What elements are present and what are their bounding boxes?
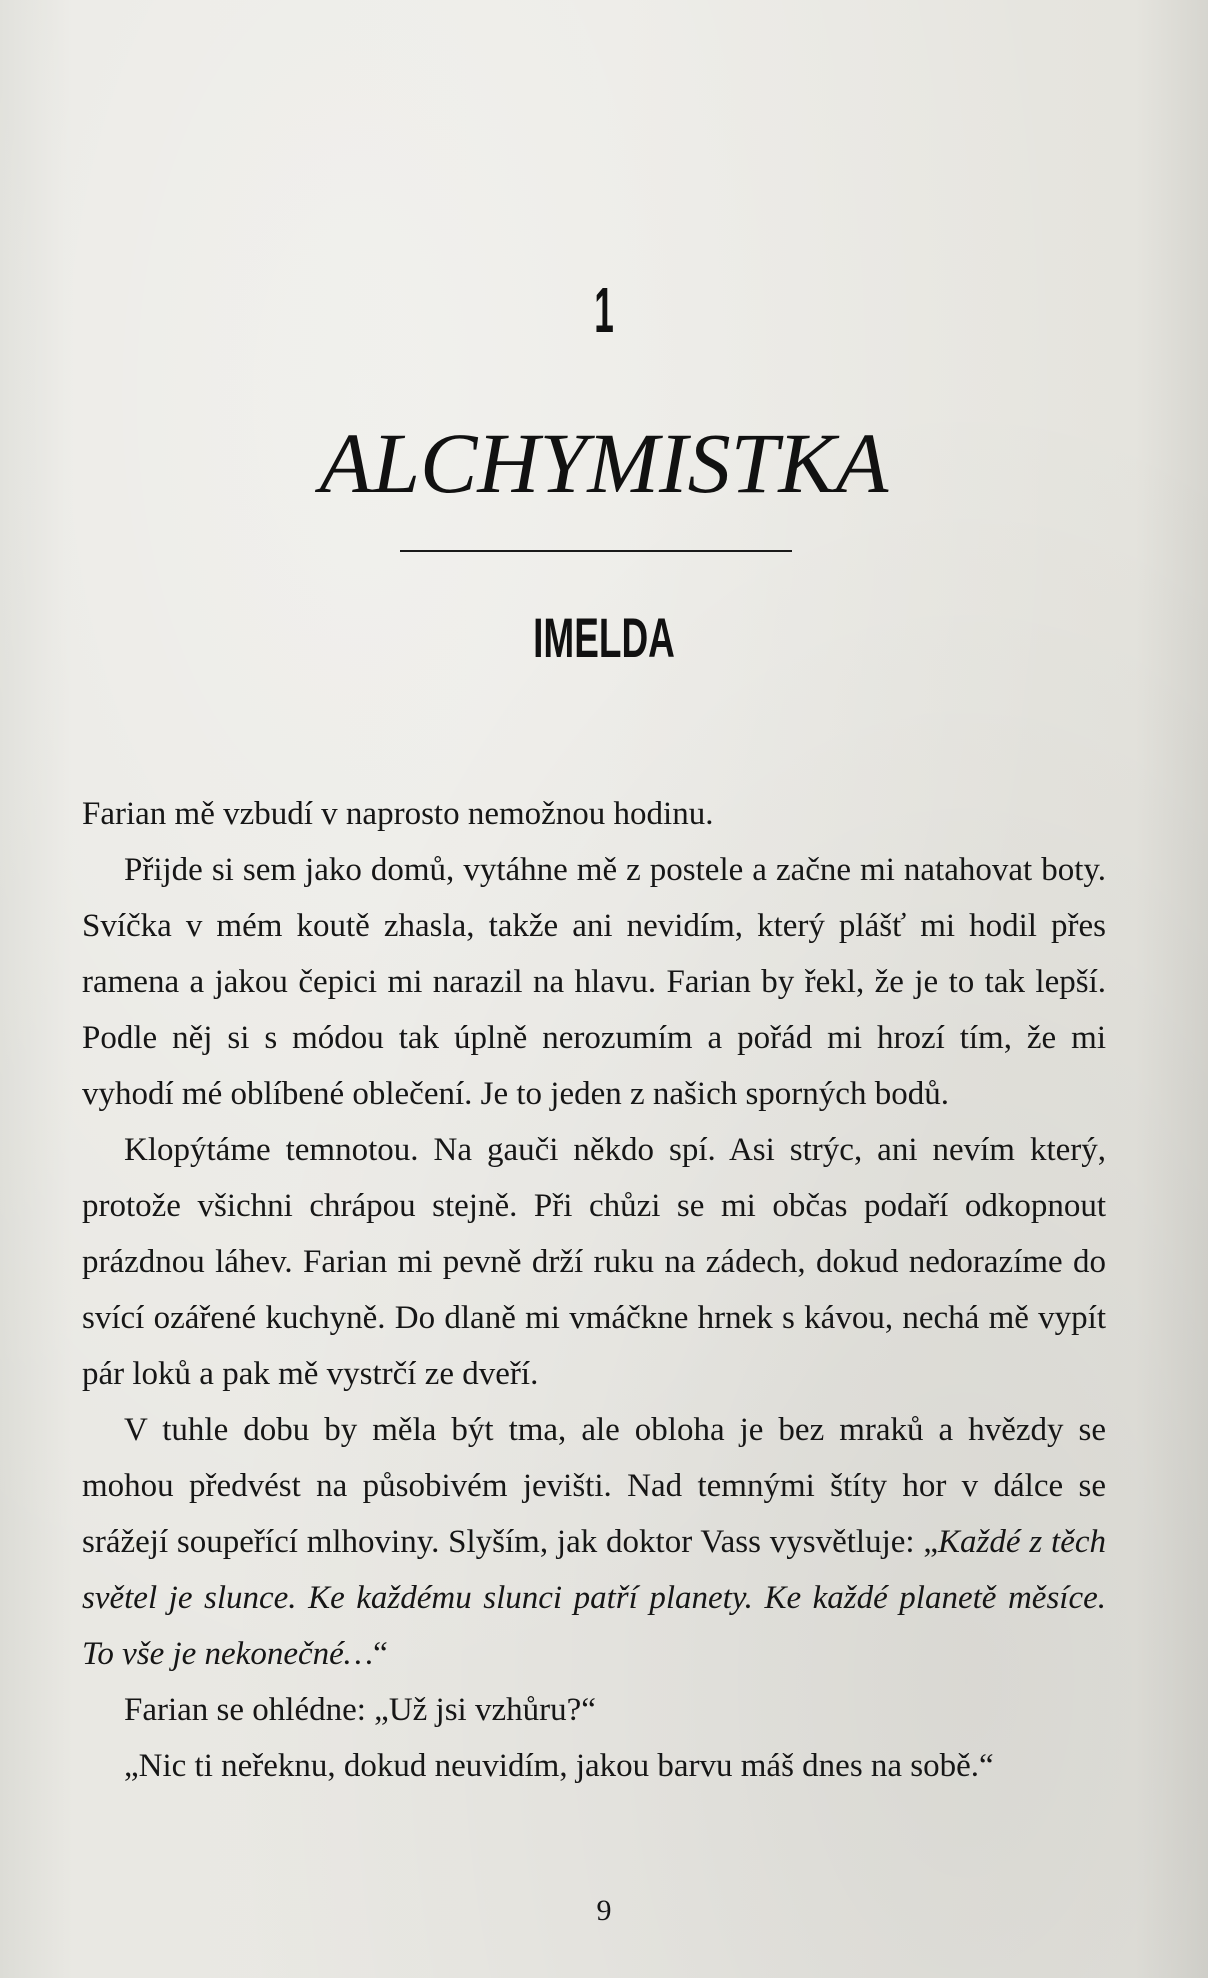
paragraph-text: Přijde si sem jako domů, vytáhne mě z postele a začne mi natahovat boty. Svíčka v mém koutě zhasla, takže ani nevidím, který plášť mi hodil přes ramena a jakou čepici mi narazil na hlavu. Farian by řekl, že je to tak lepší. Podle něj si s módou tak úplně nerozumím a pořád mi hrozí tím, že mi vyhodí mé oblíbené oblečení. Je to jeden z našich sporných bodů. [82, 852, 1106, 1112]
chapter-number: 1 [594, 274, 614, 346]
paragraph [82, 1682, 1106, 1738]
page-number: 9 [596, 1894, 612, 1927]
paragraph [82, 1122, 1106, 1402]
paragraph [82, 842, 1106, 1122]
paragraph [82, 786, 1106, 842]
paragraph-text: Farian se ohlédne: „Už jsi vzhůru?“ [124, 1692, 596, 1728]
body-text [82, 786, 1106, 1794]
chapter-title: ALCHYMISTKA [319, 415, 889, 511]
paragraph-text: Klopýtáme temnotou. Na gauči někdo spí. Asi strýc, ani nevím který, protože všichni chrápou stejně. Při chůzi se mi občas podaří odkopnout prázdnou láhev. Farian mi pevně drží ruku na zádech, dokud nedorazíme do svící ozářené kuchyně. Do dlaně mi vmáčkne hrnek s kávou, nechá mě vypít pár loků a pak mě vystrčí ze dveří. [82, 1132, 1106, 1392]
paragraph [82, 1402, 1106, 1682]
paragraph-text: Farian mě vzbudí v naprosto nemožnou hodinu. [82, 796, 714, 832]
paragraph-text: V tuhle dobu by měla být tma, ale obloha je bez mraků a hvězdy se mohou předvést na působivém jevišti. Nad temnými štíty hor v dálce se srážejí soupeřící mlhoviny. Slyším, jak doktor Vass vysvětluje: „ [82, 1412, 1106, 1560]
paragraph-text: „Nic ti neřeknu, dokud neuvidím, jakou barvu máš dnes na sobě.“ [124, 1748, 994, 1784]
italic-quote: Každé z těch světel je slunce. Ke každému slunci patří planety. Ke každé planetě měsíce. To vše je nekonečné… [82, 1524, 1106, 1672]
section-heading: IMELDA [533, 606, 675, 669]
paragraph-text: “ [373, 1636, 388, 1672]
paragraph [82, 1738, 1106, 1794]
title-divider [400, 550, 792, 552]
